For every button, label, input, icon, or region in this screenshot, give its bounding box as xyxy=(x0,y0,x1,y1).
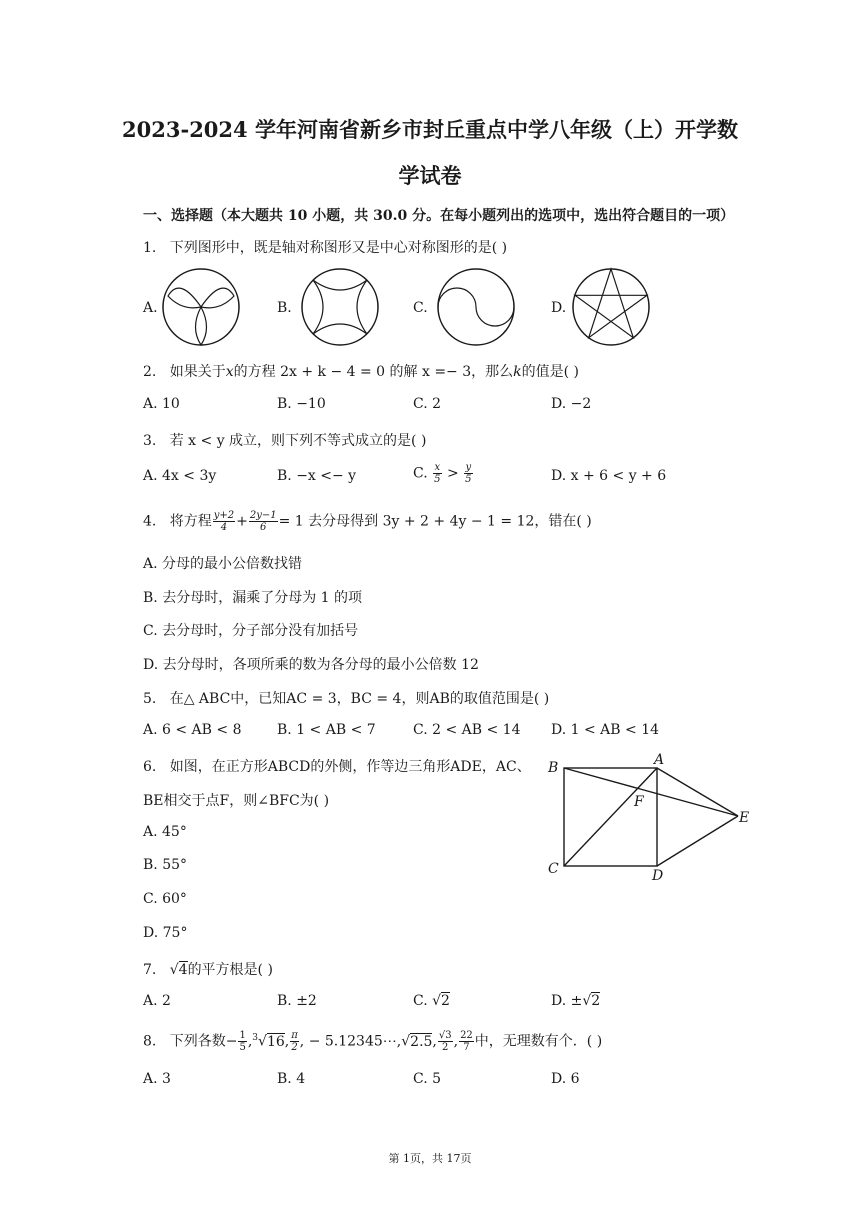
option-d xyxy=(551,993,600,1009)
option-b: B. −10 xyxy=(277,396,326,412)
question-stem-part: 的方程 2x + k − 4 = 0 的解 x =− 3，那么 xyxy=(233,364,514,380)
fraction-numerator: 2y−1 xyxy=(249,510,277,521)
fraction-numerator: π xyxy=(291,1030,298,1041)
question-3 xyxy=(143,430,426,450)
label-f: F xyxy=(634,794,644,810)
root-index: 3 xyxy=(252,1032,259,1043)
label-c: C xyxy=(548,861,559,877)
question-stem: 如图，在正方形ABCD的外侧，作等边三角形ADE，AC、 xyxy=(169,759,531,775)
question-2 xyxy=(143,361,579,381)
sqrt-sign: √ xyxy=(582,993,592,1009)
option-a: A. 4x < 3y xyxy=(143,468,217,484)
sqrt-sign: √ xyxy=(169,962,179,978)
option-a: A. 45° xyxy=(143,824,187,840)
radicand: 2.5 xyxy=(410,1033,433,1050)
question-stem-part: 下列各数− xyxy=(169,1033,238,1050)
section-heading: 一、选择题（本大题共 10 小题，共 30.0 分。在每小题列出的选项中，选出符合题目的一项） xyxy=(143,208,735,224)
option-c: C. $\frac{x}{5}$ > $\frac{y}{5}$ xyxy=(413,462,472,485)
question-stem-part: 如果关于 xyxy=(169,364,226,380)
option-b: B. 去分母时，漏乘了分母为 1 的项 xyxy=(143,590,362,606)
option-c: C. 60° xyxy=(143,891,187,907)
greater-than-sign: > xyxy=(446,465,459,482)
option-a: A. 3 xyxy=(143,1071,171,1087)
option-d: D. 75° xyxy=(143,925,188,941)
question-stem: 在△ ABC中，已知AC = 3，BC = 4，则AB的取值范围是( ) xyxy=(169,691,550,707)
variable-x: x xyxy=(225,364,234,380)
option-b: B. −x <− y xyxy=(277,468,357,484)
option-d-label: D. ± xyxy=(551,993,583,1009)
plus-sign: + xyxy=(236,513,248,530)
question-stem-part: 的值是( ) xyxy=(521,364,579,380)
question-number: 4. xyxy=(143,513,157,530)
option-c: C. 5 xyxy=(413,1071,442,1087)
option-b: B. ±2 xyxy=(277,993,317,1009)
question-stem: 若 x < y 成立，则下列不等式成立的是( ) xyxy=(169,433,427,449)
fraction-denominator: 7 xyxy=(463,1042,470,1053)
question-number: 8. xyxy=(143,1033,157,1050)
radicand: 2 xyxy=(441,993,450,1009)
s-curve-circle-figure xyxy=(435,266,517,348)
option-c: C. 2 < AB < 14 xyxy=(413,722,521,738)
option-c: C. 2 xyxy=(413,396,442,412)
fraction-numerator: √3 xyxy=(438,1030,452,1041)
fraction-denominator: 2 xyxy=(291,1042,298,1053)
question-number: 7. xyxy=(143,962,157,978)
question-number: 2. xyxy=(143,364,157,380)
trefoil-circle-figure xyxy=(160,266,242,348)
fraction-denominator: 5 xyxy=(239,1042,246,1053)
option-a: A. 10 xyxy=(143,396,180,412)
radicand: 16 xyxy=(266,1033,285,1050)
page-footer: 第 1页，共 17页 xyxy=(388,1152,472,1165)
fraction-numerator: 22 xyxy=(460,1030,473,1041)
option-c xyxy=(413,993,450,1009)
option-c: C. 去分母时，分子部分没有加括号 xyxy=(143,623,359,639)
option-b-label: B. xyxy=(277,300,292,316)
label-b: B xyxy=(548,760,559,776)
radicand: 4 xyxy=(178,962,188,978)
square-triangle-figure xyxy=(540,750,760,885)
question-stem-part: = 1 去分母得到 3y + 2 + 4y − 1 = 12，错在( ) xyxy=(278,513,592,530)
question-8: 8. 下列各数− $\frac{1}{5}$ ,$^3$√16, $\frac{\pi}{2}$ , − 5.12345⋯,√2.5, $\frac{√3}{2}$ , $\frac{22}{7}$ 中，无理数有个．( ) xyxy=(143,1030,603,1053)
option-a: A. 分母的最小公倍数找错 xyxy=(143,556,303,572)
label-a: A xyxy=(654,752,665,768)
question-number: 5. xyxy=(143,691,157,707)
option-c-label: C. xyxy=(413,465,428,482)
page-title-line1: 2023-2024 学年河南省新乡市封丘重点中学八年级（上）开学数 xyxy=(122,117,738,142)
pentagram-circle-figure xyxy=(570,266,652,348)
option-d: D. 去分母时，各项所乘的数为各分母的最小公倍数 12 xyxy=(143,657,479,673)
fraction-numerator: y+2 xyxy=(213,510,235,521)
option-b: B. 55° xyxy=(143,857,188,873)
question-stem-part: , − 5.12345⋯, xyxy=(299,1033,402,1050)
option-d-label: D. xyxy=(551,300,567,316)
radicand: 2 xyxy=(591,993,601,1009)
question-number: 1. xyxy=(143,240,157,256)
question-6-line1 xyxy=(143,756,531,776)
option-d: D. −2 xyxy=(551,396,592,412)
question-number: 6. xyxy=(143,759,157,775)
label-d: D xyxy=(652,868,664,884)
option-c-label: C. xyxy=(413,993,428,1009)
option-b: B. 1 < AB < 7 xyxy=(277,722,376,738)
option-d: D. 6 xyxy=(551,1071,580,1087)
question-7 xyxy=(143,959,273,979)
fraction-denominator: 4 xyxy=(220,522,228,533)
question-stem-part: 将方程 xyxy=(169,513,212,530)
question-1 xyxy=(143,237,507,257)
option-d: D. 1 < AB < 14 xyxy=(551,722,660,738)
question-6-line2: BE相交于点F，则∠BFC为( ) xyxy=(143,793,330,809)
option-c-label: C. xyxy=(413,300,428,316)
option-a-label: A. xyxy=(143,300,158,316)
question-stem: 的平方根是( ) xyxy=(187,962,273,978)
page-title-line2: 学试卷 xyxy=(398,163,462,188)
question-stem: 下列图形中，既是轴对称图形又是中心对称图形的是( ) xyxy=(169,240,508,256)
option-d: D. x + 6 < y + 6 xyxy=(551,468,667,484)
sqrt-sign: √ xyxy=(432,993,442,1009)
option-b: B. 4 xyxy=(277,1071,306,1087)
option-a: A. 2 xyxy=(143,993,171,1009)
four-arc-circle-figure xyxy=(299,266,381,348)
option-a: A. 6 < AB < 8 xyxy=(143,722,242,738)
fraction-denominator: 6 xyxy=(260,522,267,533)
question-5 xyxy=(143,688,549,708)
question-stem-part: 中，无理数有个．( ) xyxy=(474,1033,603,1050)
fraction-denominator: 2 xyxy=(442,1042,449,1053)
question-4 xyxy=(143,510,592,533)
label-e: E xyxy=(739,810,750,826)
variable-k: k xyxy=(513,364,522,380)
question-number: 3. xyxy=(143,433,157,449)
fraction-numerator: 1 xyxy=(239,1030,246,1041)
